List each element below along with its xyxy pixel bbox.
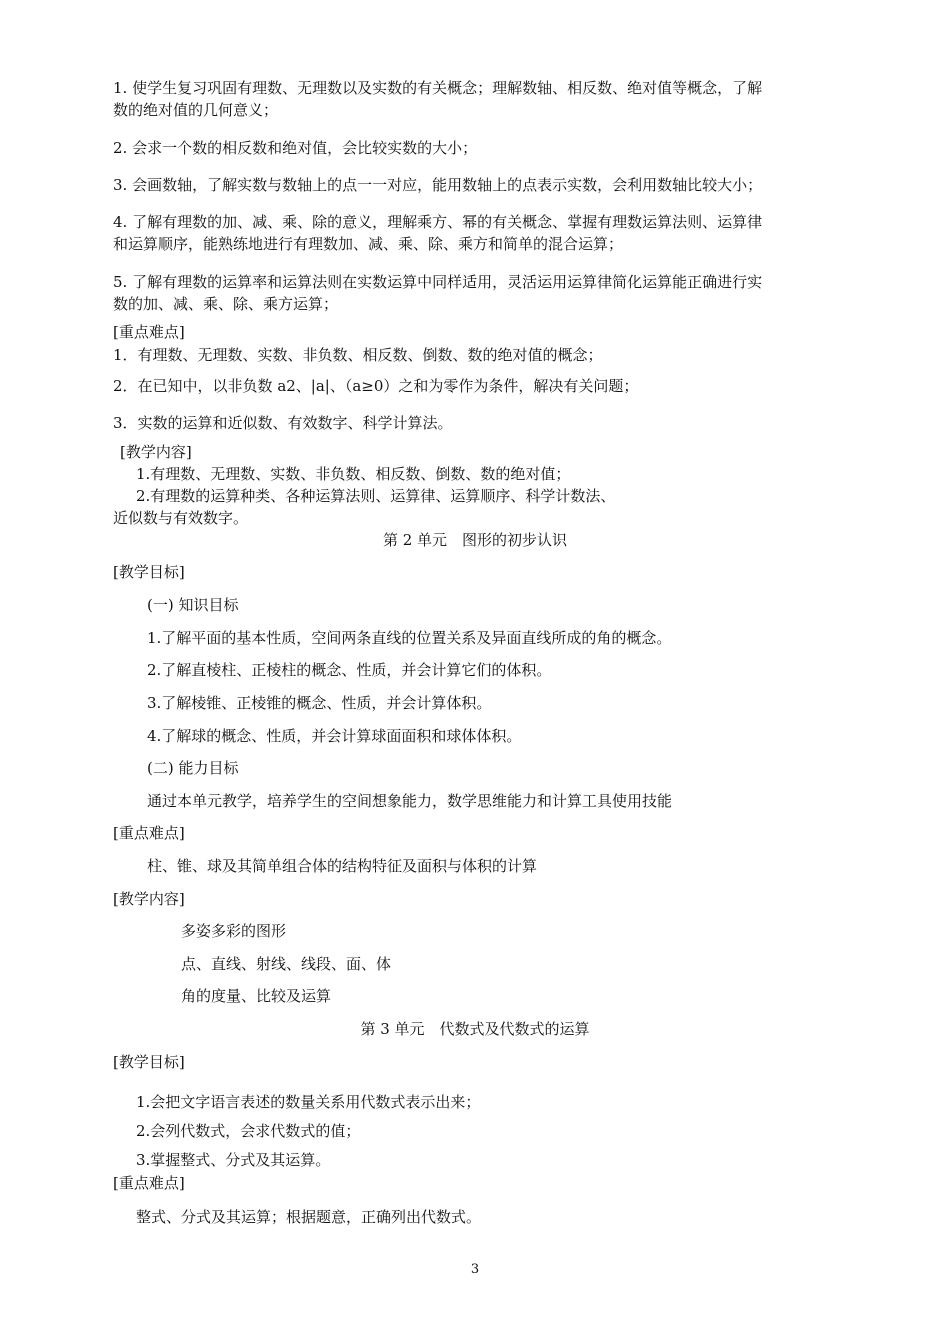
unit2-ability-heading: (二) 能力目标 [147, 759, 239, 777]
unit2-knowledge-item-4: 4.了解球的概念、性质，并会计算球面面积和球体体积。 [147, 727, 522, 745]
unit1-goal-4-line2: 和运算顺序，能熟练地进行有理数加、减、乘、除、乘方和简单的混合运算； [113, 235, 624, 253]
unit2-ability-text: 通过本单元教学，培养学生的空间想象能力，数学思维能力和计算工具使用技能 [147, 792, 673, 810]
unit3-key-text: 整式、分式及其运算；根据题意，正确列出代数式。 [136, 1208, 482, 1226]
unit2-goals-heading: [教学目标] [113, 563, 185, 581]
page-number: 3 [470, 1262, 480, 1277]
unit1-goal-5-line2: 数的加、减、乘、除、乘方运算； [113, 295, 339, 313]
unit2-content-item-2: 点、直线、射线、线段、面、体 [181, 955, 392, 973]
unit2-knowledge-item-3: 3.了解棱锥、正棱锥的概念、性质，并会计算体积。 [147, 694, 492, 712]
unit1-key-heading: [重点难点] [113, 323, 185, 341]
unit2-content-item-1: 多姿多彩的图形 [181, 922, 287, 940]
unit3-goal-item-2: 2.会列代数式，会求代数式的值； [136, 1122, 361, 1140]
unit1-content-item-1: 1.有理数、无理数、实数、非负数、相反数、倒数、数的绝对值； [136, 465, 571, 483]
unit1-goal-3: 3. 会画数轴，了解实数与数轴上的点一一对应，能用数轴上的点表示实数，会利用数轴比较大小； [113, 176, 763, 194]
unit1-goal-1-line1: 1. 使学生复习巩固有理数、无理数以及实数的有关概念；理解数轴、相反数、绝对值等概念，了解 [113, 79, 763, 97]
unit1-goal-4-line1: 4. 了解有理数的加、减、乘、除的意义，理解乘方、幂的有关概念、掌握有理数运算法则、运算律 [113, 213, 763, 231]
unit3-goal-item-3: 3.掌握整式、分式及其运算。 [136, 1151, 331, 1169]
unit2-knowledge-heading: (一) 知识目标 [147, 596, 239, 614]
unit1-goal-2: 2. 会求一个数的相反数和绝对值，会比较实数的大小； [113, 139, 478, 157]
unit3-goals-heading: [教学目标] [113, 1053, 185, 1071]
unit3-key-heading: [重点难点] [113, 1174, 185, 1192]
unit2-knowledge-item-2: 2.了解直棱柱、正棱柱的概念、性质，并会计算它们的体积。 [147, 661, 552, 679]
unit2-title: 第 2 单元 图形的初步认识 [382, 531, 568, 549]
unit3-title: 第 3 单元 代数式及代数式的运算 [360, 1020, 590, 1038]
unit1-key-point-1: 1．有理数、无理数、实数、非负数、相反数、倒数、数的绝对值的概念； [113, 346, 603, 364]
unit2-knowledge-item-1: 1.了解平面的基本性质，空间两条直线的位置关系及异面直线所成的角的概念。 [147, 629, 672, 647]
unit2-key-text: 柱、锥、球及其简单组合体的结构特征及面积与体积的计算 [147, 857, 538, 875]
unit2-key-heading: [重点难点] [113, 824, 185, 842]
unit1-content-item-3: 近似数与有效数字。 [113, 509, 249, 527]
unit3-goal-item-1: 1.会把文字语言表述的数量关系用代数式表示出来； [136, 1093, 481, 1111]
unit1-key-point-3: 3．实数的运算和近似数、有效数字、科学计算法。 [113, 414, 453, 432]
unit1-content-heading: [教学内容] [120, 443, 192, 461]
unit1-goal-5-line1: 5. 了解有理数的运算率和运算法则在实数运算中同样适用，灵活运用运算律简化运算能正确进行实 [113, 273, 763, 291]
unit1-goal-1-line2: 数的绝对值的几何意义； [113, 101, 279, 119]
unit1-content-item-2: 2.有理数的运算种类、各种运算法则、运算律、运算顺序、科学计数法、 [136, 487, 616, 505]
unit1-key-point-2: 2．在已知中，以非负数 a2、|a|、（a≥0）之和为零作为条件，解决有关问题； [113, 377, 639, 395]
unit2-content-item-3: 角的度量、比较及运算 [181, 987, 332, 1005]
unit2-content-heading: [教学内容] [113, 890, 185, 908]
